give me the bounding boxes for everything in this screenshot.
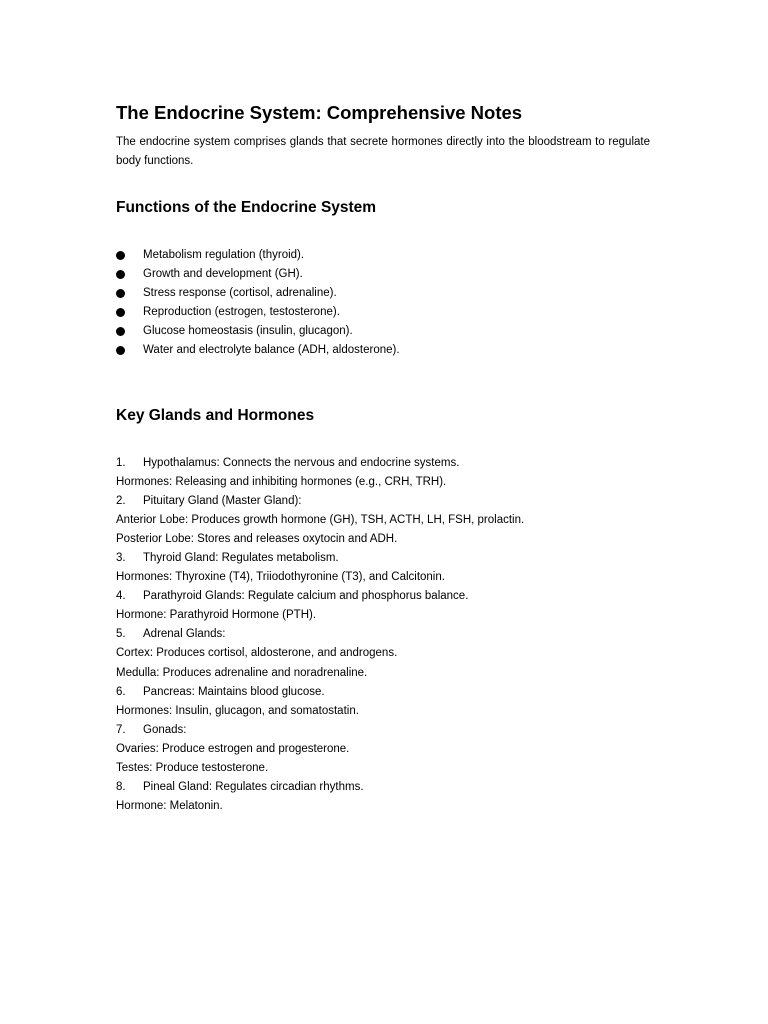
gland-number: 1. [116, 457, 126, 469]
bullet-icon [116, 308, 125, 317]
gland-detail [116, 606, 524, 625]
gland-item [116, 454, 524, 473]
function-item [116, 322, 400, 341]
bullet-icon [116, 289, 125, 298]
bullet-icon [116, 327, 125, 336]
gland-number: 6. [116, 685, 126, 698]
gland-item-text: Parathyroid Glands: Regulate calcium and phosphorus balance. [143, 590, 469, 603]
gland-number: 2. [116, 495, 126, 508]
gland-detail-text: Posterior Lobe: Stores and releases oxytocin and ADH. [116, 533, 398, 546]
function-item-text: Growth and development (GH). [143, 268, 303, 281]
gland-detail [116, 797, 524, 816]
page-title: The Endocrine System: Comprehensive Notes [116, 102, 523, 123]
gland-detail-text: Hormones: Releasing and inhibiting hormones (e.g., CRH, TRH). [116, 476, 447, 489]
gland-detail-text: Anterior Lobe: Produces growth hormone (GH), TSH, ACTH, LH, FSH, prolactin. [116, 514, 525, 527]
gland-item [116, 721, 524, 740]
function-item-text: Water and electrolyte balance (ADH, aldosterone). [143, 344, 400, 357]
gland-number: 5. [116, 628, 126, 641]
intro-paragraph: The endocrine system comprises glands that secrete hormones directly into the bloodstream to regulate body functions. [116, 136, 650, 167]
gland-detail [116, 473, 524, 492]
gland-item [116, 625, 524, 644]
gland-detail-text: Hormone: Melatonin. [116, 799, 223, 812]
gland-number: 7. [116, 723, 126, 736]
gland-detail-text: Medulla: Produces adrenaline and noradrenaline. [116, 666, 368, 679]
gland-detail-text: Cortex: Produces cortisol, aldosterone, and androgens. [116, 647, 398, 660]
bullet-icon [116, 346, 125, 355]
glands-heading: Key Glands and Hormones [116, 407, 315, 424]
bullet-icon [116, 251, 125, 260]
gland-detail-text: Hormone: Parathyroid Hormone (PTH). [116, 609, 317, 622]
function-item-text: Metabolism regulation (thyroid). [143, 249, 305, 261]
gland-detail [116, 664, 524, 683]
bullet-icon [116, 270, 125, 279]
gland-item [116, 492, 524, 511]
function-item-text: Stress response (cortisol, adrenaline). [143, 287, 337, 300]
gland-item-text: Pituitary Gland (Master Gland): [143, 495, 302, 508]
functions-heading: Functions of the Endocrine System [116, 199, 377, 216]
gland-item-text: Gonads: [143, 723, 187, 736]
functions-list [116, 246, 400, 361]
gland-item [116, 683, 524, 702]
gland-detail [116, 740, 524, 759]
gland-detail [116, 568, 524, 587]
gland-number: 4. [116, 590, 126, 603]
gland-detail-text: Hormones: Thyroxine (T4), Triiodothyronine (T3), and Calcitonin. [116, 571, 445, 584]
gland-detail [116, 644, 524, 663]
gland-number: 8. [116, 780, 126, 793]
gland-detail-text: Testes: Produce testosterone. [116, 761, 269, 774]
function-item-text: Glucose homeostasis (insulin, glucagon). [143, 325, 353, 338]
gland-item [116, 587, 524, 606]
function-item [116, 284, 400, 303]
function-item [116, 341, 400, 360]
gland-item-text: Adrenal Glands: [143, 628, 226, 641]
gland-item [116, 549, 524, 568]
function-item [116, 265, 400, 284]
glands-list [116, 454, 524, 816]
function-item-text: Reproduction (estrogen, testosterone). [143, 306, 340, 319]
gland-detail [116, 702, 524, 721]
gland-detail [116, 759, 524, 778]
function-item [116, 303, 400, 322]
gland-item-text: Hypothalamus: Connects the nervous and endocrine systems. [143, 457, 460, 469]
gland-detail [116, 511, 524, 530]
gland-item-text: Pineal Gland: Regulates circadian rhythms. [143, 780, 364, 793]
gland-item-text: Thyroid Gland: Regulates metabolism. [143, 552, 339, 565]
gland-item-text: Pancreas: Maintains blood glucose. [143, 685, 325, 698]
function-item [116, 246, 400, 265]
gland-detail-text: Ovaries: Produce estrogen and progesterone. [116, 742, 350, 755]
gland-number: 3. [116, 552, 126, 565]
gland-detail-text: Hormones: Insulin, glucagon, and somatostatin. [116, 704, 359, 717]
gland-detail [116, 530, 524, 549]
gland-item [116, 778, 524, 797]
